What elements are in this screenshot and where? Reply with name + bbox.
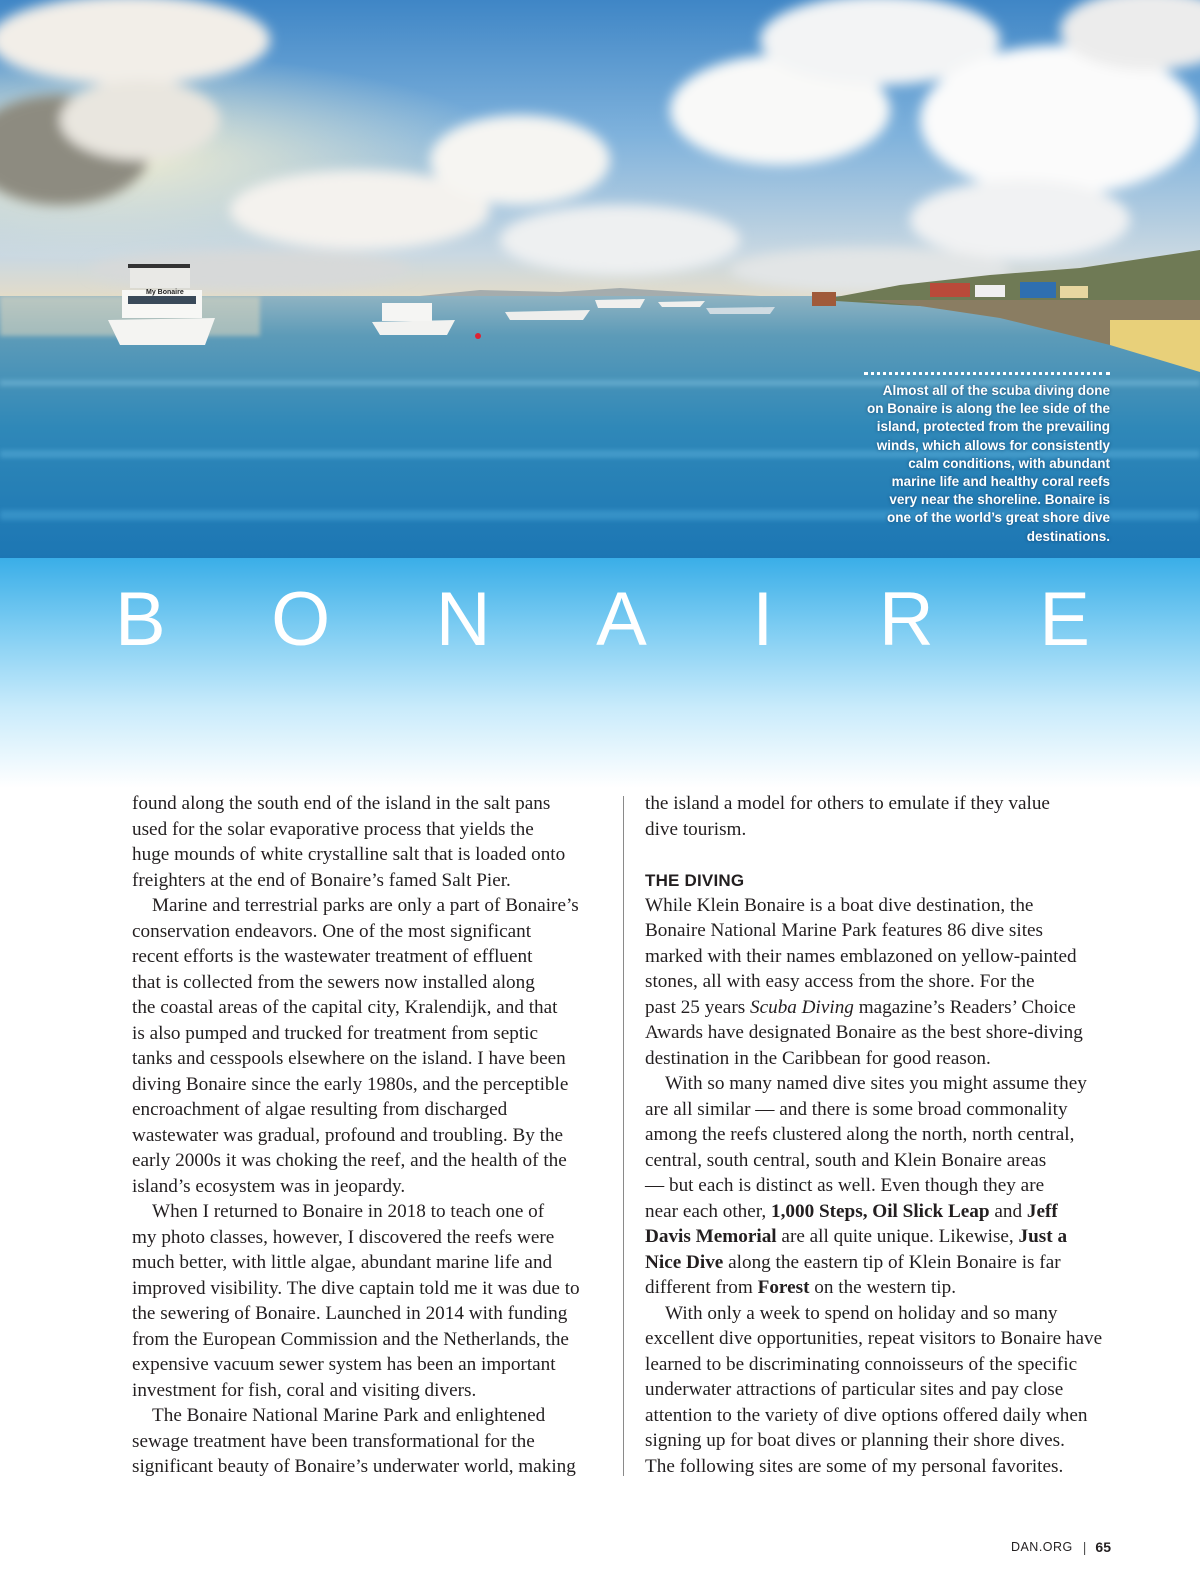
text-run: different from	[645, 1277, 758, 1298]
text-line: With so many named dive sites you might assume they	[665, 1073, 1087, 1094]
title-letter: N	[435, 577, 491, 662]
text-line	[645, 1250, 1115, 1276]
text-line: The following sites are some of my personal favorites.	[645, 1455, 1064, 1477]
text-line	[645, 1275, 1115, 1301]
text-line: While Klein Bonaire is a boat dive destination, the	[645, 894, 1034, 916]
text-line: With only a week to spend on holiday and so many	[665, 1302, 1058, 1324]
title-letter: B	[115, 577, 166, 662]
text-line: the coastal areas of the capital city, Kralendijk, and that	[132, 997, 558, 1018]
text-line: expensive vacuum sewer system has been an important	[132, 1354, 556, 1375]
title-letter: E	[1039, 577, 1090, 662]
text-line: significant beauty of Bonaire’s underwater world, making	[132, 1456, 576, 1477]
text-line: When I returned to Bonaire in 2018 to teach one of	[152, 1201, 545, 1222]
title-letter: A	[596, 577, 647, 662]
text-line: much better, with little algae, abundant marine life and	[132, 1252, 553, 1273]
text-line: huge mounds of white crystalline salt that is loaded onto	[132, 844, 566, 865]
paragraph	[132, 893, 602, 1199]
text-line: wastewater was gradual, profound and troubling. By the	[132, 1124, 564, 1146]
text-line: freighters at the end of Bonaire’s famed Salt Pier.	[132, 869, 511, 891]
title-letter: R	[878, 577, 934, 662]
paragraph	[645, 1071, 1115, 1301]
text-line: marked with their names emblazoned on yellow-painted	[645, 945, 1077, 967]
dive-site-name: Davis Memorial	[645, 1226, 777, 1247]
text-line	[645, 1224, 1115, 1250]
hero-photo	[0, 0, 1200, 560]
dive-site-name: Jeff	[1026, 1200, 1058, 1222]
text-line: island’s ecosystem was in jeopardy.	[132, 1175, 406, 1197]
text-line: conservation endeavors. One of the most significant	[132, 920, 532, 942]
column-divider	[623, 796, 624, 1476]
text-line: Bonaire National Marine Park features 86 dive sites	[645, 920, 1044, 941]
text-run: and	[989, 1200, 1027, 1222]
text-line: tanks and cesspools elsewhere on the island. I have been	[132, 1048, 566, 1069]
paragraph	[645, 1301, 1115, 1480]
title-letter: I	[752, 577, 774, 662]
text-line: Marine and terrestrial parks are only a part of Bonaire’s	[152, 895, 579, 916]
text-line: stones, all with easy access from the shore. For the	[645, 971, 1035, 992]
text-line: diving Bonaire since the early 1980s, and the perceptible	[132, 1073, 569, 1095]
text-line: attention to the variety of dive options offered daily when	[645, 1404, 1088, 1426]
text-line: The Bonaire National Marine Park and enlightened	[152, 1405, 546, 1426]
text-line: are all similar — and there is some broad commonality	[645, 1098, 1068, 1120]
text-line: improved visibility. The dive captain told me it was due to	[132, 1277, 580, 1299]
text-line: early 2000s it was choking the reef, and the health of the	[132, 1150, 567, 1171]
text-line: encroachment of algae resulting from discharged	[132, 1099, 508, 1120]
text-run: are all quite unique. Likewise,	[776, 1226, 1019, 1247]
footer-site-link[interactable]: DAN.ORG	[1010, 1540, 1073, 1554]
text-line	[645, 1199, 1115, 1225]
paragraph	[132, 1199, 602, 1403]
text-line	[645, 995, 1115, 1021]
text-line: — but each is distinct as well. Even though they are	[645, 1175, 1045, 1196]
text-line: learned to be discriminating connoisseurs of the specific	[645, 1353, 1078, 1375]
dive-site-name: 1,000 Steps, Oil Slick Leap	[771, 1200, 990, 1222]
text-line: that is collected from the sewers now installed along	[132, 971, 535, 993]
text-run: magazine’s Readers’ Choice	[853, 996, 1076, 1018]
text-run: on the western tip.	[809, 1277, 957, 1298]
title-letter: O	[271, 577, 331, 662]
text-line: signing up for boat dives or planning their shore dives.	[645, 1430, 1065, 1451]
text-line: destination in the Caribbean for good reason.	[645, 1047, 991, 1069]
text-line: the sewering of Bonaire. Launched in 2014 with funding	[132, 1303, 568, 1324]
text-run: past 25 years	[645, 996, 750, 1018]
paragraph	[645, 893, 1115, 1072]
text-line: is also pumped and trucked for treatment from septic	[132, 1022, 539, 1044]
text-line: underwater attractions of particular sites and pay close	[645, 1379, 1064, 1400]
right-column	[645, 791, 1115, 1479]
page-footer	[1011, 1539, 1111, 1555]
text-line: central, south central, south and Klein Bonaire areas	[645, 1149, 1047, 1171]
text-line: used for the solar evaporative process that yields the	[132, 818, 534, 840]
text-line: excellent dive opportunities, repeat visitors to Bonaire have	[645, 1328, 1103, 1349]
paragraph	[132, 1403, 602, 1480]
footer-separator: |	[1082, 1539, 1087, 1555]
text-line: among the reefs clustered along the north, north central,	[645, 1124, 1075, 1145]
text-line: my photo classes, however, I discovered the reefs were	[132, 1226, 555, 1248]
svg-text:My Bonaire: My Bonaire	[146, 289, 184, 296]
dive-site-name: Nice Dive	[645, 1251, 724, 1273]
text-line: Awards have designated Bonaire as the best shore-diving	[645, 1022, 1083, 1043]
paragraph	[132, 791, 602, 893]
dive-site-name: Forest	[757, 1277, 810, 1298]
text-line: the island a model for others to emulate if they value	[645, 793, 1050, 814]
photo-caption: Almost all of the scuba diving done on Bonaire is along the lee side of the island, protected from the prevailing winds, which allows for consistently calm conditions, with abundant marine life and healthy coral reefs very near the shoreline. Bonaire is one of the world’s great shore dive destinations.	[864, 372, 1110, 546]
text-line: sewage treatment have been transformational for the	[132, 1430, 535, 1452]
text-line: recent efforts is the wastewater treatment of effluent	[132, 946, 533, 967]
text-line: dive tourism.	[645, 818, 747, 840]
text-run: near each other,	[645, 1200, 772, 1222]
left-column	[132, 791, 602, 1480]
dive-site-name: Just a	[1018, 1226, 1068, 1247]
magazine-title: Scuba Diving	[749, 996, 854, 1018]
page-title	[115, 578, 1090, 662]
text-line: found along the south end of the island in the salt pans	[132, 793, 551, 814]
text-line: from the European Commission and the Netherlands, the	[132, 1328, 569, 1350]
text-line: investment for fish, coral and visiting divers.	[132, 1379, 477, 1401]
page-number: 65	[1095, 1539, 1111, 1555]
paragraph	[645, 791, 1115, 842]
section-heading: THE DIVING	[645, 870, 745, 890]
text-run: along the eastern tip of Klein Bonaire is far	[723, 1251, 1061, 1273]
